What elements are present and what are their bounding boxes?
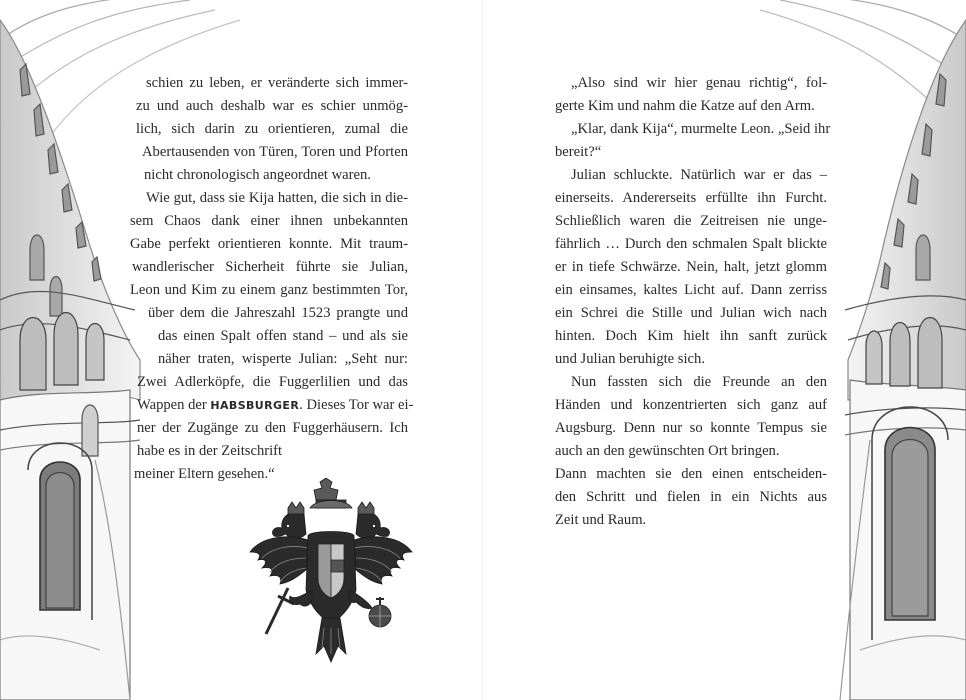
- text-line: Nun fassten sich die Freunde an den: [571, 374, 827, 390]
- text-line: schien zu leben, er veränderte sich immer-: [146, 75, 408, 91]
- text-line: Abertausenden von Türen, Toren und Pforten: [142, 144, 408, 160]
- text-fragment: Wappen der: [137, 397, 207, 413]
- text-line: ein einsames, kaltes Licht auf. Dann zerriss: [555, 282, 827, 298]
- text-line: Leon und Kim zu einem ganz bestimmten Tor,: [130, 282, 408, 298]
- text-line: Schließlich waren die Zeitreisen nie unge-: [555, 213, 827, 229]
- text-line: Zeit und Raum.: [555, 512, 647, 528]
- text-line: den Schritt und fielen in ein Nichts aus: [555, 489, 827, 505]
- text-line: über dem die Jahreszahl 1523 prangte und: [148, 305, 408, 321]
- text-line: sem Chaos dank einer ihnen unbekannten: [130, 213, 408, 229]
- text-line: Zwei Adlerköpfe, die Fuggerlilien und das: [137, 374, 408, 390]
- text-line: Julian schluckte. Natürlich war er das –: [571, 167, 827, 183]
- text-line: fährlich … Durch den schmalen Spalt blickte: [555, 236, 827, 252]
- text-line: hinten. Doch Kim hielt ihn sanft zurück: [555, 328, 827, 344]
- text-line: Augsburg. Denn nur so konnte Tempus sie: [555, 420, 827, 436]
- text-line: auch an den gewünschten Ort bringen.: [555, 443, 780, 459]
- text-line: Händen und konzentrierten sich ganz auf: [555, 397, 827, 413]
- text-line: und Julian beruhigte sich.: [555, 351, 705, 367]
- habsburger-smallcaps: HABSBURGER: [210, 399, 300, 412]
- text-line: „Klar, dank Kija“, murmelte Leon. „Seid ihr: [571, 121, 831, 137]
- text-line: Wie gut, dass sie Kija hatten, die sich in die-: [146, 190, 408, 206]
- text-line: bereit?“: [555, 144, 602, 160]
- text-line: lich, sich darin zu orientieren, zumal die: [136, 121, 408, 137]
- text-line: einerseits. Andererseits erfüllte ihn Furcht.: [555, 190, 827, 206]
- text-line: ner der Zugänge zu den Fuggerhäusern. Ich: [137, 420, 408, 436]
- text-line: wandlerischer Sicherheit führte sie Julian,: [132, 259, 408, 275]
- text-line: das einen Spalt offen stand – und als sie: [158, 328, 408, 344]
- text-line: näher traten, wisperte Julian: „Seht nur:: [158, 351, 408, 367]
- text-line: nicht chronologisch angeordnet waren.: [144, 167, 371, 183]
- text-line: Dann machten sie den einen entscheiden-: [555, 466, 827, 482]
- text-line: gerte Kim und nahm die Katze auf den Arm.: [555, 98, 815, 114]
- text-line: „Also sind wir hier genau richtig“, fol-: [571, 75, 827, 91]
- text-line: zu und auch deshalb war es schier unmög-: [136, 98, 408, 114]
- text-line: Gabe perfekt orientieren konnte. Mit traum-: [130, 236, 408, 252]
- text-line: er in tiefe Schwärze. Nein, halt, jetzt glomm: [555, 259, 827, 275]
- text-line: ein Schrei die Stille und Julian wich nach: [555, 305, 827, 321]
- text-fragment: . Dieses Tor war ei-: [299, 397, 414, 413]
- text-line: habe es in der Zeitschrift: [137, 443, 283, 459]
- page-gutter: [482, 0, 484, 700]
- double-headed-eagle-icon: [248, 478, 418, 664]
- text-line: meiner Eltern gesehen.“: [134, 466, 275, 482]
- text-line-with-smallcaps: [137, 396, 414, 415]
